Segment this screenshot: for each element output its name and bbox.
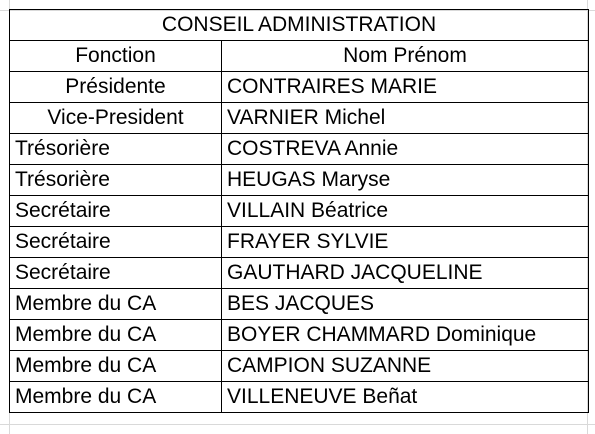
- table-row: [10, 258, 589, 289]
- table-row: [10, 227, 589, 258]
- cell-fonction[interactable]: Membre du CA: [10, 382, 222, 413]
- cell-fonction[interactable]: Membre du CA: [10, 351, 222, 382]
- cell-fonction[interactable]: Secrétaire: [10, 227, 222, 258]
- cell-nom[interactable]: CONTRAIRES MARIE: [222, 72, 589, 103]
- table-row: [10, 103, 589, 134]
- table-title[interactable]: CONSEIL ADMINISTRATION: [10, 10, 589, 41]
- cell-fonction[interactable]: Trésorière: [10, 134, 222, 165]
- table-row: [10, 196, 589, 227]
- cell-nom[interactable]: HEUGAS Maryse: [222, 165, 589, 196]
- cell-nom[interactable]: FRAYER SYLVIE: [222, 227, 589, 258]
- table-row: [10, 72, 589, 103]
- cell-fonction[interactable]: Présidente: [10, 72, 222, 103]
- cell-nom[interactable]: VARNIER Michel: [222, 103, 589, 134]
- table-row: [10, 165, 589, 196]
- column-header-fonction[interactable]: Fonction: [10, 41, 222, 72]
- table-row: [10, 351, 589, 382]
- cell-nom[interactable]: VILLENEUVE Beñat: [222, 382, 589, 413]
- cell-fonction[interactable]: Vice-President: [10, 103, 222, 134]
- sheet-gridline-bottom: [0, 424, 595, 434]
- title-row: [10, 10, 589, 41]
- cell-nom[interactable]: BOYER CHAMMARD Dominique: [222, 320, 589, 351]
- cell-fonction[interactable]: Trésorière: [10, 165, 222, 196]
- cell-nom[interactable]: VILLAIN Béatrice: [222, 196, 589, 227]
- column-header-nom[interactable]: Nom Prénom: [222, 41, 589, 72]
- table-row: [10, 382, 589, 413]
- header-row: [10, 41, 589, 72]
- cell-nom[interactable]: GAUTHARD JACQUELINE: [222, 258, 589, 289]
- table-row: [10, 134, 589, 165]
- cell-nom[interactable]: CAMPION SUZANNE: [222, 351, 589, 382]
- board-members-table: [9, 9, 589, 413]
- cell-nom[interactable]: BES JACQUES: [222, 289, 589, 320]
- cell-nom[interactable]: COSTREVA Annie: [222, 134, 589, 165]
- cell-fonction[interactable]: Secrétaire: [10, 196, 222, 227]
- table-row: [10, 289, 589, 320]
- cell-fonction[interactable]: Membre du CA: [10, 289, 222, 320]
- cell-fonction[interactable]: Membre du CA: [10, 320, 222, 351]
- table-row: [10, 320, 589, 351]
- cell-fonction[interactable]: Secrétaire: [10, 258, 222, 289]
